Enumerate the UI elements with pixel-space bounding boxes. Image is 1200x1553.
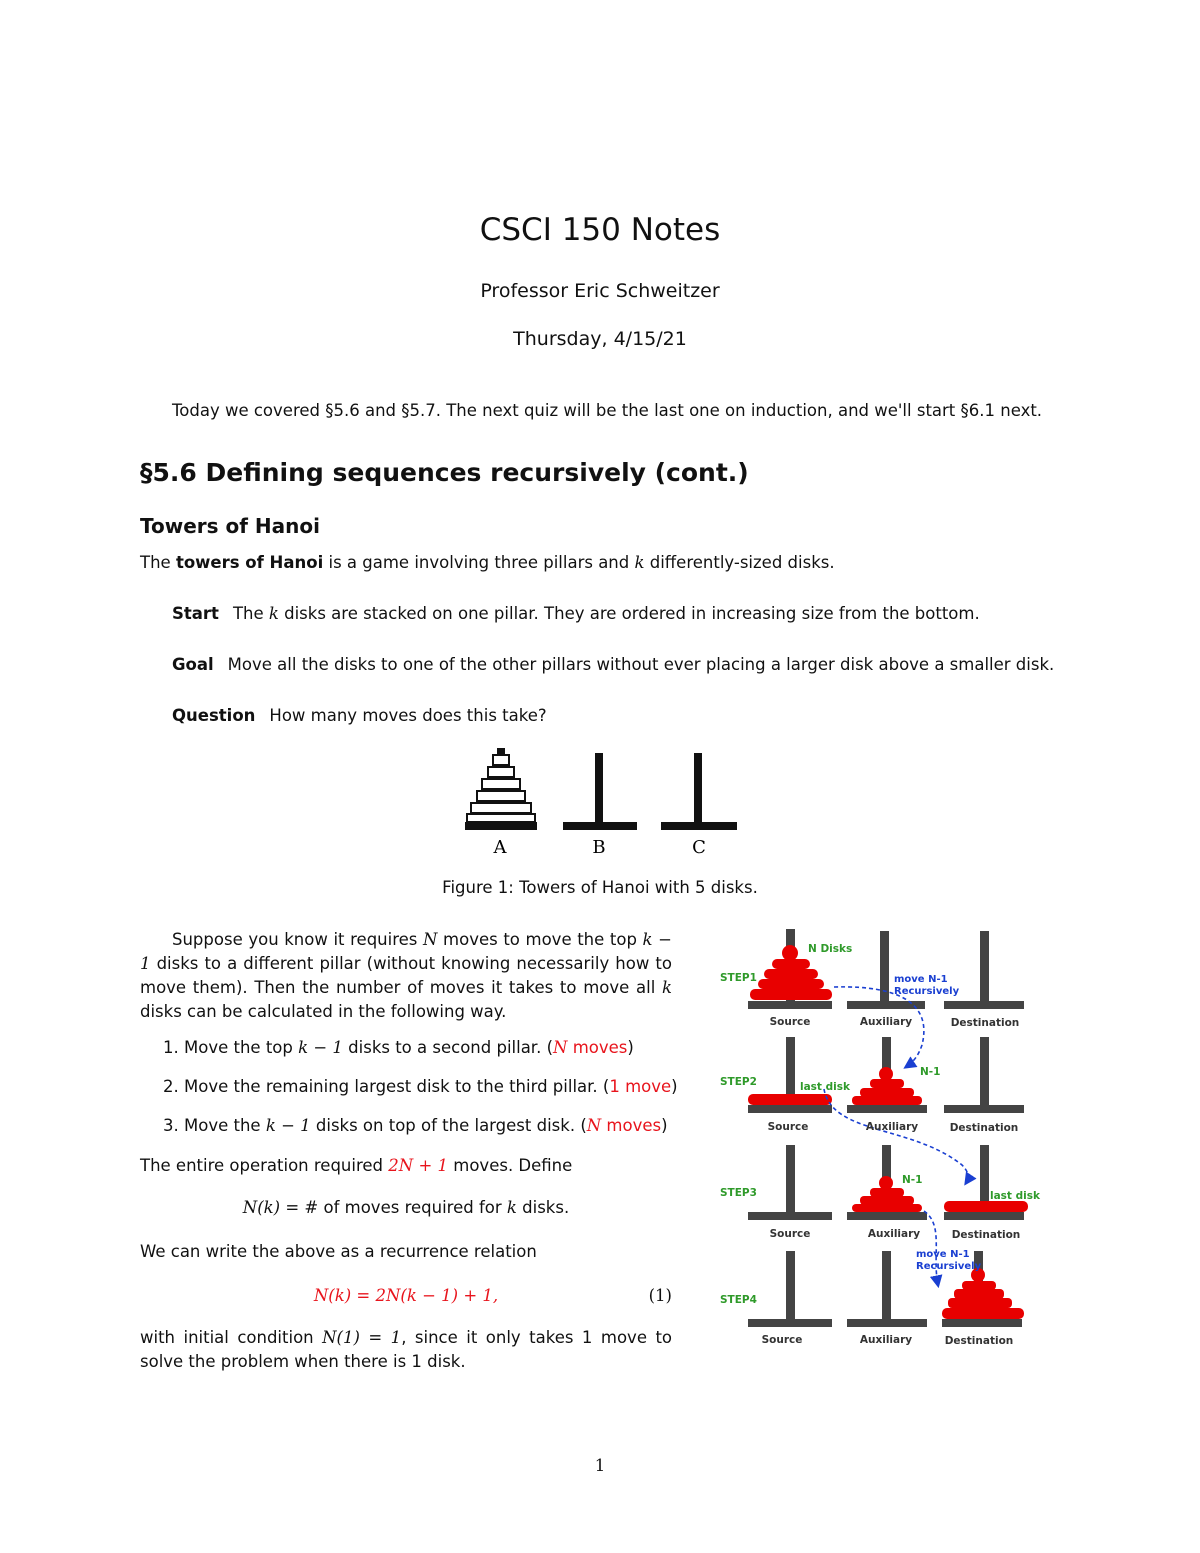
- disk: [942, 1308, 1024, 1319]
- definition-paragraph: [140, 553, 835, 572]
- text: moves to move the top: [437, 930, 643, 949]
- text: Move the top: [184, 1038, 299, 1057]
- definition-equation: [140, 1198, 672, 1217]
- pillar-label: Auxiliary: [865, 1121, 919, 1133]
- move-label: Recursively: [916, 1261, 982, 1272]
- text: disks to a second pillar. (: [342, 1038, 554, 1057]
- text: moves: [567, 1038, 628, 1057]
- step-label: STEP4: [720, 1294, 757, 1306]
- text: differently-sized disks.: [644, 553, 835, 572]
- section-heading: §5.6 Defining sequences recursively (cont.): [140, 458, 749, 487]
- math-k: k: [268, 604, 279, 623]
- disk: [860, 1088, 914, 1097]
- disk: [488, 767, 514, 777]
- label-b: B: [592, 837, 606, 858]
- n-minus-1-label: N-1: [920, 1066, 941, 1078]
- disk: [879, 1067, 893, 1081]
- text: moves. Define: [448, 1156, 573, 1175]
- base: [944, 1001, 1024, 1009]
- text: moves: [601, 1116, 662, 1135]
- pillar: [786, 1145, 795, 1215]
- base: [847, 1105, 927, 1113]
- start-item: [172, 604, 980, 623]
- move-label: Recursively: [894, 986, 960, 997]
- base: [944, 1212, 1024, 1220]
- disk: [879, 1176, 893, 1190]
- list-item: [163, 1077, 678, 1096]
- disk: [782, 945, 798, 961]
- disk: [852, 1204, 922, 1212]
- goal-item: [172, 655, 1054, 674]
- pillar: [980, 931, 989, 1007]
- disk: [750, 989, 832, 1000]
- disk: [954, 1289, 1004, 1299]
- text: ): [627, 1038, 634, 1057]
- move-label: move N-1: [894, 974, 948, 985]
- base: [748, 1319, 832, 1327]
- arrow: [924, 1211, 938, 1285]
- disk: [493, 755, 509, 765]
- text: = # of moves required for: [280, 1198, 507, 1217]
- text: disks are stacked on one pillar. They are ordered in increasing size from the bottom.: [278, 604, 980, 623]
- base: [748, 1212, 832, 1220]
- n-minus-1-label: N-1: [902, 1174, 923, 1186]
- disk: [772, 959, 810, 969]
- math: N(k): [242, 1198, 281, 1217]
- author: Professor Eric Schweitzer: [480, 280, 720, 302]
- pillar-label: Auxiliary: [859, 1016, 913, 1028]
- disk: [758, 979, 824, 989]
- label-c: C: [692, 837, 706, 858]
- figure-caption: Figure 1: Towers of Hanoi with 5 disks.: [442, 878, 758, 897]
- body-paragraph-4: [140, 1326, 672, 1374]
- text: The: [140, 553, 176, 572]
- disk: [748, 1094, 832, 1105]
- math-k-minus-1: k − 1: [140, 930, 672, 973]
- text: Move the remaining largest disk to the third pillar. (: [184, 1077, 610, 1096]
- pillar: [882, 1251, 891, 1321]
- base-a: [465, 822, 537, 830]
- disk: [471, 803, 531, 813]
- pillar: [880, 931, 889, 1007]
- disk: [482, 779, 520, 789]
- pillar-label: Destination: [949, 1122, 1019, 1134]
- step-label: STEP3: [720, 1187, 757, 1199]
- date: Thursday, 4/15/21: [513, 328, 687, 350]
- math-k: k: [634, 553, 645, 572]
- text: ): [661, 1116, 668, 1135]
- base-b: [563, 822, 637, 830]
- n-disks-label: N Disks: [808, 943, 853, 955]
- pillar-label: Source: [769, 1016, 811, 1028]
- pillar-b: [595, 753, 603, 825]
- text: Move all the disks to one of the other pillars without ever placing a larger disk above a smaller disk.: [227, 655, 1055, 674]
- disk: [948, 1298, 1012, 1308]
- base: [847, 1319, 927, 1327]
- equation-1: [140, 1286, 672, 1305]
- step-label: STEP2: [720, 1076, 757, 1088]
- text: disks on top of the largest disk. (: [310, 1116, 587, 1135]
- text: , since it only takes 1 move to solve the problem when there is 1 disk.: [140, 1328, 673, 1371]
- item-number: 3.: [163, 1116, 179, 1135]
- base-c: [661, 822, 737, 830]
- base: [847, 1212, 927, 1220]
- text: 1 move: [609, 1077, 672, 1096]
- item-label: Start: [172, 604, 219, 623]
- pillar-c: [694, 753, 702, 825]
- list-item: [163, 1116, 668, 1135]
- page-number: 1: [594, 1456, 606, 1475]
- pillar-label: Source: [761, 1334, 803, 1346]
- item-label: Goal: [172, 655, 214, 674]
- question-item: [172, 706, 547, 725]
- page-title: CSCI 150 Notes: [479, 212, 721, 248]
- body-paragraph-3: We can write the above as a recurrence relation: [140, 1242, 537, 1261]
- intro-paragraph: Today we covered §5.6 and §5.7. The next quiz will be the last one on induction, and we'll start §6.1 next.: [172, 401, 1043, 420]
- item-number: 1.: [163, 1038, 179, 1057]
- body-paragraph-1: [140, 928, 672, 1024]
- base: [748, 1001, 832, 1009]
- pillar-label: Source: [769, 1228, 811, 1240]
- text: The: [232, 604, 269, 623]
- hanoi-steps-diagram: [712, 925, 1042, 1355]
- math: k − 1: [265, 1116, 311, 1135]
- move-label: move N-1: [916, 1249, 970, 1260]
- pillar-label: Auxiliary: [859, 1334, 913, 1346]
- text: disks to a different pillar (without knowing necessarily how to move them). Then the number of moves it takes to move all: [140, 954, 672, 997]
- disk: [852, 1096, 922, 1105]
- last-disk-label: last disk: [990, 1190, 1040, 1202]
- math-n: N: [423, 930, 438, 949]
- math-n: N: [553, 1038, 568, 1057]
- base: [944, 1105, 1024, 1113]
- base: [748, 1105, 832, 1113]
- disk: [962, 1281, 996, 1290]
- pillar-label: Destination: [951, 1229, 1021, 1241]
- text: How many moves does this take?: [269, 706, 547, 725]
- disk: [477, 791, 525, 801]
- base: [847, 1001, 925, 1009]
- disk: [764, 969, 818, 979]
- item-label: Question: [172, 706, 256, 725]
- pillar-label: Source: [767, 1121, 809, 1133]
- term: towers of Hanoi: [175, 553, 324, 572]
- text: disks can be calculated in the following way.: [140, 1002, 507, 1021]
- hanoi-figure: [455, 745, 755, 865]
- math-n: N: [586, 1116, 602, 1135]
- step-label: STEP1: [720, 972, 757, 984]
- pillar: [786, 1251, 795, 1321]
- text: disks.: [516, 1198, 570, 1217]
- list-item: [163, 1038, 634, 1057]
- recurrence: N(k) = 2N(k − 1) + 1,: [313, 1286, 499, 1305]
- disk: [870, 1079, 904, 1088]
- subsection-heading: Towers of Hanoi: [140, 514, 320, 538]
- math-k: k: [506, 1198, 517, 1217]
- item-number: 2.: [163, 1077, 179, 1096]
- last-disk-label: last disk: [800, 1081, 850, 1093]
- math-k: k: [662, 978, 672, 997]
- text: Suppose you know it requires: [172, 930, 423, 949]
- pillar: [980, 1037, 989, 1109]
- disk: [944, 1201, 1028, 1212]
- equation-number: (1): [648, 1286, 672, 1305]
- base: [942, 1319, 1022, 1327]
- disk: [870, 1188, 904, 1197]
- text: The entire operation required: [140, 1156, 389, 1175]
- text: is a game involving three pillars and: [323, 553, 635, 572]
- pillar-label: Destination: [950, 1017, 1020, 1029]
- text: with initial condition: [140, 1328, 323, 1347]
- disk: [860, 1196, 914, 1205]
- text: Move the: [184, 1116, 266, 1135]
- pillar-label: Destination: [944, 1335, 1014, 1347]
- pillar-label: Auxiliary: [867, 1228, 921, 1240]
- math-expression: 2N + 1: [388, 1156, 449, 1175]
- label-a: A: [493, 837, 507, 858]
- math: N(1) = 1: [322, 1328, 402, 1347]
- body-paragraph-2: [140, 1154, 672, 1178]
- disk: [467, 814, 535, 822]
- text: ): [671, 1077, 678, 1096]
- math: k − 1: [298, 1038, 343, 1057]
